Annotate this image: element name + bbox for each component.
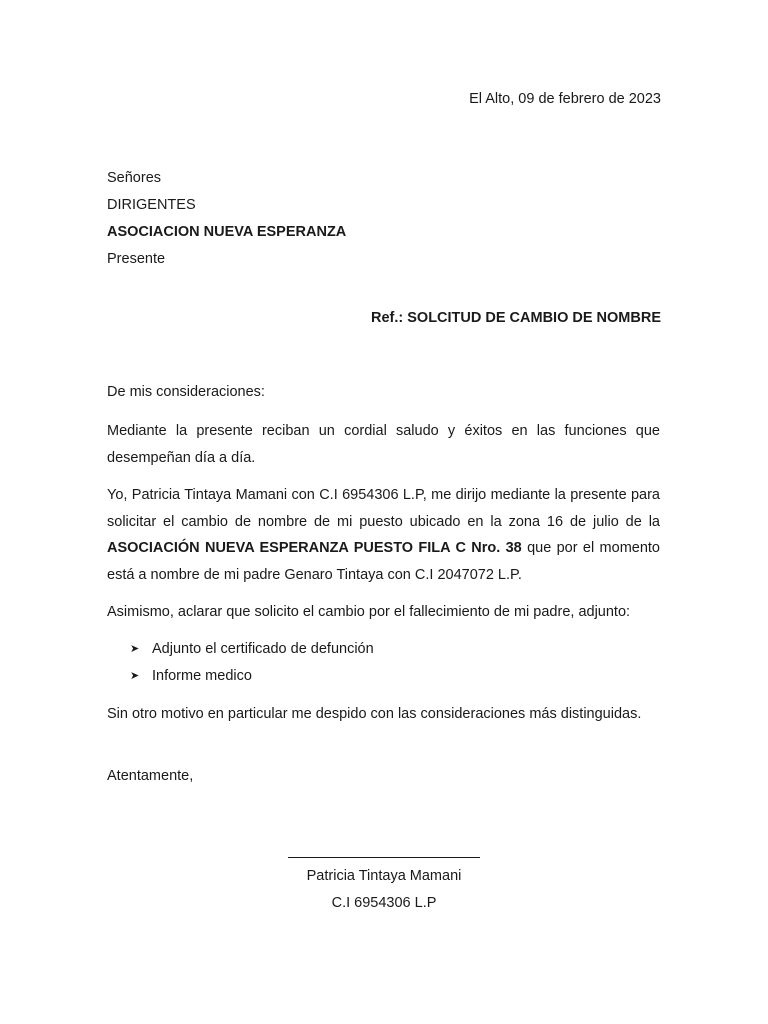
paragraph-farewell: Sin otro motivo en particular me despido con las consideraciones más distinguidas. (107, 706, 642, 722)
attachment-label: Informe medico (152, 667, 252, 684)
paragraph-request-text-2: que por el momento está a nombre de mi padre Genaro Tintaya con C.I 2047072 L.P. (107, 540, 660, 583)
signature-name: Patricia Tintaya Mamani (306, 868, 462, 884)
signature-line (288, 857, 480, 858)
signature-ci: C.I 6954306 L.P (331, 895, 437, 911)
paragraph-reason: Asimismo, aclarar que solicito el cambio por el fallecimiento de mi padre, adjunto: (107, 604, 631, 620)
recipient-organization: ASOCIACION NUEVA ESPERANZA (107, 224, 347, 240)
letter-greeting: De mis consideraciones: (107, 384, 265, 400)
paragraph-request (107, 482, 660, 588)
paragraph-intro: Mediante la presente reciban un cordial saludo y éxitos en las funciones que desempeñan día a día. (107, 423, 660, 466)
paragraph-request-text-1: Yo, Patricia Tintaya Mamani con C.I 6954306 L.P, me dirijo mediante la presente para solicitar el cambio de nombre de mi puesto ubicado en la zona 16 de julio de la (107, 487, 660, 530)
letter-reference: Ref.: SOLCITUD DE CAMBIO DE NOMBRE (371, 310, 661, 326)
attachments-list (130, 636, 374, 689)
arrow-bullet-icon: ➤ (130, 643, 140, 655)
recipient-role: DIRIGENTES (107, 197, 196, 213)
arrow-bullet-icon: ➤ (130, 669, 140, 682)
recipient-title: Señores (107, 170, 162, 186)
letter-closing: Atentamente, (107, 768, 194, 784)
letter-date: El Alto, 09 de febrero de 2023 (469, 91, 661, 107)
recipient-presente: Presente (107, 251, 166, 267)
list-item (130, 663, 374, 690)
attachment-label: Adjunto el certificado de defunción (152, 641, 374, 657)
paragraph-request-bold: ASOCIACIÓN NUEVA ESPERANZA PUESTO FILA C Nro. 38 (107, 540, 522, 556)
list-item (130, 636, 374, 663)
